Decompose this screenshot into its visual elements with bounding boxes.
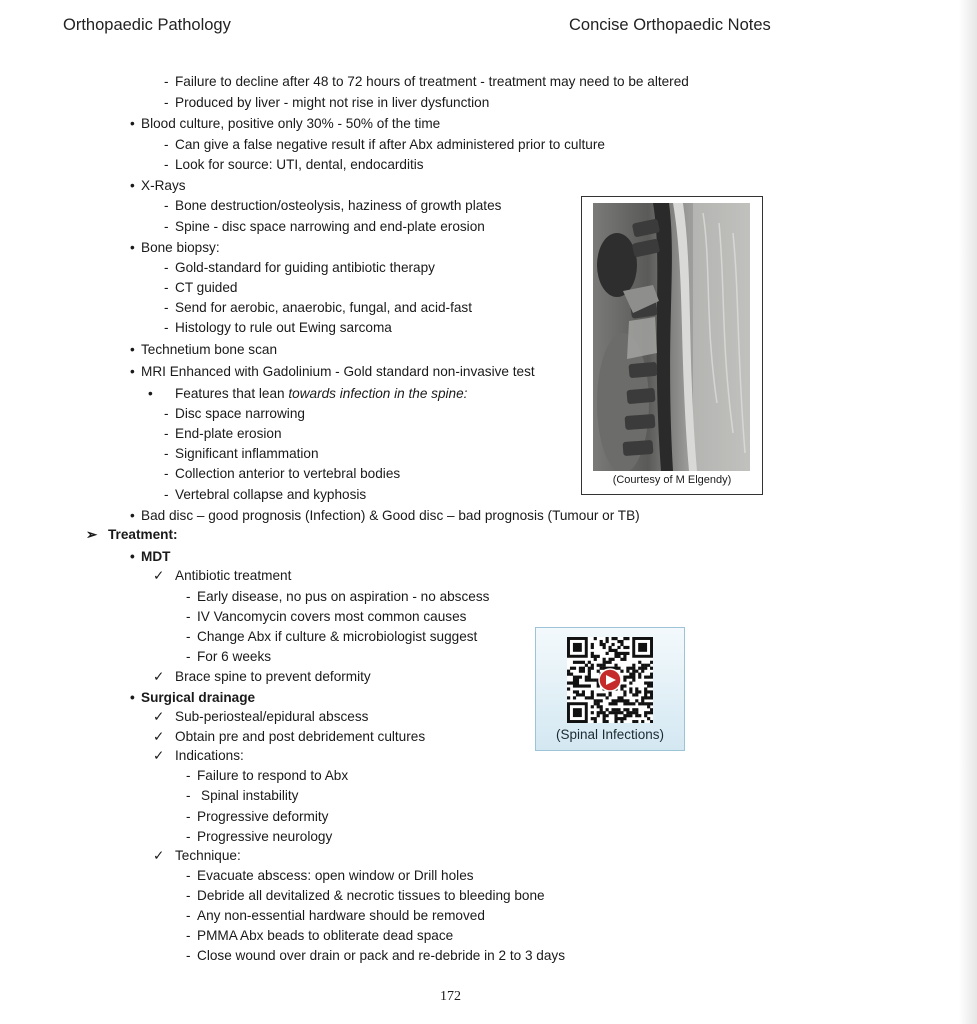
bullet-marker: -	[164, 446, 169, 461]
note-text: Antibiotic treatment	[175, 568, 292, 583]
note-line	[186, 927, 453, 945]
note-line	[186, 828, 332, 846]
note-line	[130, 239, 220, 257]
bullet-marker: •	[130, 364, 135, 379]
note-line	[186, 867, 474, 885]
qr-code-icon[interactable]	[567, 637, 653, 723]
bullet-marker: -	[164, 406, 169, 421]
note-line	[186, 648, 271, 666]
note-text: Histology to rule out Ewing sarcoma	[175, 320, 392, 335]
qr-caption: (Spinal Infections)	[555, 727, 665, 742]
note-text-italic: towards infection in the spine:	[288, 386, 468, 401]
bullet-marker: -	[186, 788, 191, 803]
note-text: Produced by liver - might not rise in liver dysfunction	[175, 95, 490, 110]
note-text: Evacuate abscess: open window or Drill holes	[197, 868, 474, 883]
bullet-marker: ✓	[153, 568, 165, 583]
note-text: Obtain pre and post debridement cultures	[175, 729, 426, 744]
bullet-marker: -	[164, 219, 169, 234]
bullet-marker: -	[164, 280, 169, 295]
note-text: Significant inflammation	[175, 446, 319, 461]
bullet-marker: -	[164, 95, 169, 110]
bullet-marker: •	[130, 549, 135, 564]
note-text: IV Vancomycin covers most common causes	[197, 609, 467, 624]
note-line	[130, 177, 186, 195]
page-edge-shadow	[959, 0, 977, 1024]
note-text: Bone destruction/osteolysis, haziness of growth plates	[175, 198, 502, 213]
bullet-marker: ✓	[153, 669, 165, 684]
bullet-marker: •	[130, 116, 135, 131]
bullet-marker: -	[186, 829, 191, 844]
spine-mri-image	[593, 203, 750, 471]
note-text: Bone biopsy:	[141, 240, 220, 255]
note-line	[186, 588, 489, 606]
note-text: Can give a false negative result if after Abx administered prior to culture	[175, 137, 605, 152]
note-line	[186, 767, 348, 785]
bullet-marker: -	[164, 300, 169, 315]
bullet-marker: •	[130, 240, 135, 255]
bullet-marker: -	[186, 928, 191, 943]
bullet-marker: -	[186, 609, 191, 624]
bullet-marker: -	[164, 320, 169, 335]
bullet-marker: -	[164, 198, 169, 213]
bullet-marker: -	[164, 466, 169, 481]
bullet-marker: ✓	[153, 848, 165, 863]
note-text: Surgical drainage	[141, 690, 256, 705]
header-book-title: Concise Orthopaedic Notes	[569, 16, 771, 34]
bullet-marker: -	[186, 809, 191, 824]
note-text: PMMA Abx beads to obliterate dead space	[197, 928, 454, 943]
bullet-marker: -	[186, 908, 191, 923]
note-line	[153, 847, 241, 865]
note-line	[164, 299, 472, 317]
note-text: Spinal instability	[201, 788, 299, 803]
note-line	[148, 385, 467, 403]
page-number: 172	[440, 989, 461, 1004]
note-text: Disc space narrowing	[175, 406, 305, 421]
bullet-marker: ✓	[153, 748, 165, 763]
note-line	[130, 115, 440, 133]
note-text: Gold-standard for guiding antibiotic therapy	[175, 260, 435, 275]
bullet-marker: ➢	[86, 527, 98, 542]
bullet-marker: •	[148, 386, 153, 401]
note-text: Brace spine to prevent deformity	[175, 669, 371, 684]
note-text: MRI Enhanced with Gadolinium - Gold standard non-invasive test	[141, 364, 535, 379]
bullet-marker: •	[130, 342, 135, 357]
note-line	[164, 319, 392, 337]
note-line	[153, 728, 425, 746]
note-line	[164, 445, 319, 463]
note-line	[186, 787, 298, 805]
note-text: Early disease, no pus on aspiration - no abscess	[197, 589, 490, 604]
note-line	[130, 507, 640, 525]
note-text: Send for aerobic, anaerobic, fungal, and acid-fast	[175, 300, 472, 315]
note-line	[164, 197, 501, 215]
bullet-marker: -	[164, 426, 169, 441]
note-text: Blood culture, positive only 30% - 50% of the time	[141, 116, 441, 131]
note-text: X-Rays	[141, 178, 186, 193]
note-line	[153, 567, 291, 585]
bullet-marker: •	[130, 178, 135, 193]
note-line	[130, 363, 535, 381]
bullet-marker: ✓	[153, 709, 165, 724]
note-text: Treatment:	[108, 527, 178, 542]
note-line	[153, 668, 371, 686]
note-text: Change Abx if culture & microbiologist suggest	[197, 629, 478, 644]
note-line	[186, 808, 328, 826]
note-line	[164, 136, 605, 154]
note-line	[153, 747, 244, 765]
note-text: End-plate erosion	[175, 426, 282, 441]
bullet-marker: -	[186, 888, 191, 903]
note-line	[186, 608, 466, 626]
note-text: Failure to decline after 48 to 72 hours of treatment - treatment may need to be altered	[175, 74, 689, 89]
bullet-marker: •	[130, 508, 135, 523]
note-text: Close wound over drain or pack and re-debride in 2 to 3 days	[197, 948, 566, 963]
note-line	[86, 526, 178, 544]
note-line	[164, 259, 435, 277]
note-line	[186, 628, 477, 646]
note-line	[164, 156, 424, 174]
note-line	[130, 548, 170, 566]
note-text: Progressive neurology	[197, 829, 333, 844]
note-text: Technique:	[175, 848, 241, 863]
bullet-marker: -	[186, 629, 191, 644]
note-text: Sub-periosteal/epidural abscess	[175, 709, 369, 724]
bullet-marker: -	[164, 74, 169, 89]
note-line	[130, 341, 277, 359]
note-text: Debride all devitalized & necrotic tissues to bleeding bone	[197, 888, 545, 903]
note-line	[164, 486, 366, 504]
note-line	[164, 218, 485, 236]
header-chapter-title: Orthopaedic Pathology	[63, 16, 231, 34]
bullet-marker: -	[186, 589, 191, 604]
bullet-marker: ✓	[153, 729, 165, 744]
note-text: CT guided	[175, 280, 238, 295]
note-line	[186, 947, 565, 965]
note-text: Features that lean	[175, 386, 289, 401]
note-text: Indications:	[175, 748, 244, 763]
bullet-marker: -	[164, 157, 169, 172]
bullet-marker: -	[186, 948, 191, 963]
note-line	[153, 708, 368, 726]
note-text: Spine - disc space narrowing and end-plate erosion	[175, 219, 485, 234]
note-line	[164, 425, 282, 443]
note-text: Look for source: UTI, dental, endocarditis	[175, 157, 424, 172]
bullet-marker: -	[164, 487, 169, 502]
note-text: MDT	[141, 549, 171, 564]
note-line	[164, 465, 400, 483]
bullet-marker: -	[186, 649, 191, 664]
qr-code-panel[interactable]	[535, 627, 685, 751]
note-line	[164, 94, 489, 112]
bullet-marker: -	[186, 768, 191, 783]
note-text: Vertebral collapse and kyphosis	[175, 487, 367, 502]
note-line	[164, 405, 305, 423]
mri-figure	[581, 196, 763, 495]
note-text: Progressive deformity	[197, 809, 329, 824]
bullet-marker: •	[130, 690, 135, 705]
note-line	[186, 887, 545, 905]
note-line	[130, 689, 255, 707]
mri-caption: (Courtesy of M Elgendy)	[612, 474, 732, 486]
bullet-marker: -	[186, 868, 191, 883]
note-text: For 6 weeks	[197, 649, 272, 664]
note-text: Failure to respond to Abx	[197, 768, 349, 783]
note-line	[164, 279, 237, 297]
bullet-marker: -	[164, 260, 169, 275]
note-text: Collection anterior to vertebral bodies	[175, 466, 401, 481]
bullet-marker: -	[164, 137, 169, 152]
note-text: Any non-essential hardware should be removed	[197, 908, 485, 923]
note-line	[164, 73, 689, 91]
note-line	[186, 907, 485, 925]
note-text: Bad disc – good prognosis (Infection) & Good disc – bad prognosis (Tumour or TB)	[141, 508, 640, 523]
note-text: Technetium bone scan	[141, 342, 278, 357]
